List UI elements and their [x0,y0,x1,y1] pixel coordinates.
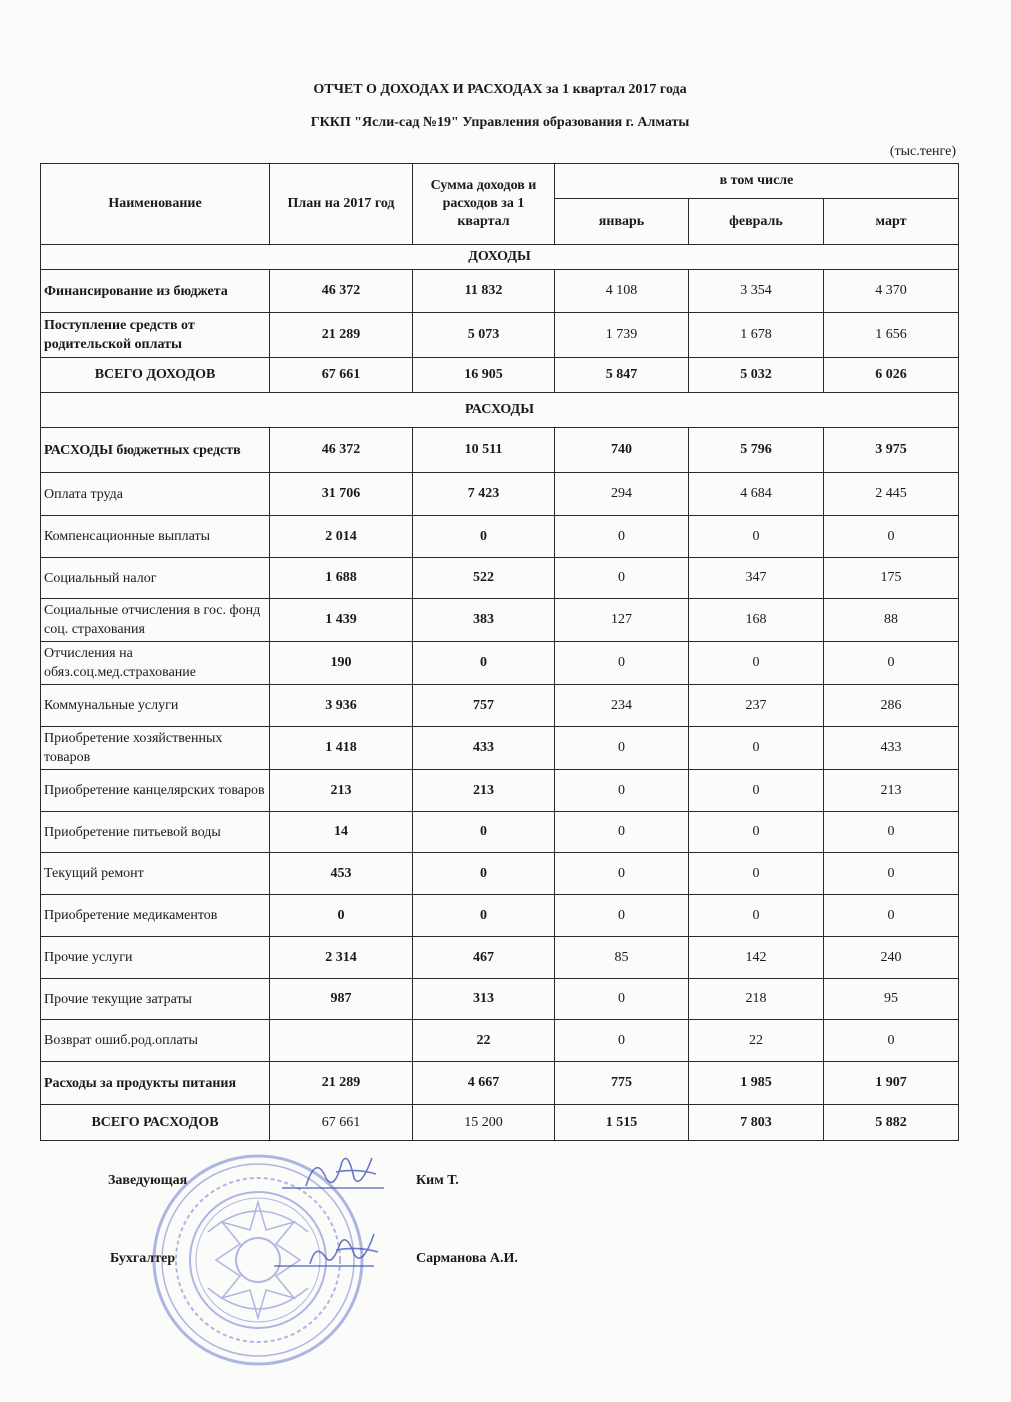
row-sum: 313 [413,979,555,1020]
income-section-label: ДОХОДЫ [41,245,959,270]
row-feb: 1 985 [689,1062,824,1105]
row-feb: 0 [689,812,824,853]
row-feb: 5 032 [689,358,824,393]
row-name: ВСЕГО ДОХОДОВ [41,358,270,393]
row-feb: 22 [689,1020,824,1062]
table-row [41,979,959,1020]
row-sum: 4 667 [413,1062,555,1105]
row-feb: 0 [689,770,824,812]
row-sum: 7 423 [413,473,555,516]
row-plan: 21 289 [270,313,413,358]
table-row [41,770,959,812]
row-name: Прочие услуги [41,937,270,979]
row-sum: 0 [413,516,555,558]
row-name: Расходы за продукты питания [41,1062,270,1105]
row-sum: 11 832 [413,270,555,313]
row-plan [270,1020,413,1062]
table-row [41,599,959,642]
row-mar: 433 [824,727,959,770]
row-mar: 2 445 [824,473,959,516]
row-name: Социальные отчисления в гос. фонд соц. страхования [41,599,270,642]
row-mar: 175 [824,558,959,599]
row-mar: 213 [824,770,959,812]
table-row [41,428,959,473]
row-mar: 0 [824,895,959,937]
header-plan: План на 2017 год [270,164,413,245]
row-mar: 4 370 [824,270,959,313]
row-name: Возврат ошиб.род.оплаты [41,1020,270,1062]
row-plan: 67 661 [270,1105,413,1141]
row-jan: 5 847 [555,358,689,393]
row-mar: 286 [824,685,959,727]
row-name: РАСХОДЫ бюджетных средств [41,428,270,473]
row-jan: 0 [555,642,689,685]
header-jan: январь [555,199,689,245]
row-jan: 0 [555,558,689,599]
row-feb: 5 796 [689,428,824,473]
row-mar: 0 [824,1020,959,1062]
row-feb: 0 [689,895,824,937]
row-feb: 237 [689,685,824,727]
table-row [41,558,959,599]
row-name: Коммунальные услуги [41,685,270,727]
header-mar: март [824,199,959,245]
row-jan: 0 [555,516,689,558]
table-row [41,812,959,853]
row-name: Приобретение хозяйственных товаров [41,727,270,770]
table-row [41,516,959,558]
row-plan: 213 [270,770,413,812]
row-sum: 5 073 [413,313,555,358]
row-sum: 433 [413,727,555,770]
row-mar: 0 [824,642,959,685]
row-plan: 987 [270,979,413,1020]
report-title: ОТЧЕТ О ДОХОДАХ И РАСХОДАХ за 1 квартал 2017 года [313,82,687,97]
row-feb: 168 [689,599,824,642]
row-sum: 0 [413,812,555,853]
row-feb: 0 [689,727,824,770]
row-mar: 1 907 [824,1062,959,1105]
row-feb: 0 [689,853,824,895]
row-mar: 1 656 [824,313,959,358]
row-name: Социальный налог [41,558,270,599]
row-jan: 0 [555,812,689,853]
row-name: Компенсационные выплаты [41,516,270,558]
expense-total-row [41,1105,959,1141]
row-name: Приобретение канцелярских товаров [41,770,270,812]
units-label: (тыс.тенге) [889,144,956,159]
row-name: Оплата труда [41,473,270,516]
row-mar: 5 882 [824,1105,959,1141]
row-jan: 1 739 [555,313,689,358]
row-plan: 46 372 [270,270,413,313]
row-plan: 2 014 [270,516,413,558]
table-row [41,313,959,358]
row-mar: 0 [824,812,959,853]
table-row [41,1020,959,1062]
table-row [41,727,959,770]
row-name: Текущий ремонт [41,853,270,895]
income-total-row [41,358,959,393]
row-feb: 1 678 [689,313,824,358]
header-sum: Сумма доходов и расходов за 1 квартал [413,164,555,245]
header-including: в том числе [555,164,959,199]
row-plan: 2 314 [270,937,413,979]
table-row [41,895,959,937]
row-plan: 190 [270,642,413,685]
row-plan: 46 372 [270,428,413,473]
row-sum: 0 [413,642,555,685]
row-mar: 0 [824,516,959,558]
row-jan: 1 515 [555,1105,689,1141]
row-name: ВСЕГО РАСХОДОВ [41,1105,270,1141]
row-sum: 16 905 [413,358,555,393]
row-plan: 31 706 [270,473,413,516]
row-name: Приобретение медикаментов [41,895,270,937]
row-sum: 0 [413,895,555,937]
table-row [41,642,959,685]
row-mar: 0 [824,853,959,895]
report-subtitle: ГККП "Ясли-сад №19" Управления образования г. Алматы [310,115,690,130]
row-jan: 234 [555,685,689,727]
row-feb: 0 [689,516,824,558]
row-jan: 0 [555,727,689,770]
row-sum: 213 [413,770,555,812]
row-sum: 383 [413,599,555,642]
row-name: Финансирование из бюджета [41,270,270,313]
table-row [41,685,959,727]
row-jan: 775 [555,1062,689,1105]
row-name: Поступление средств от родительской оплаты [41,313,270,358]
row-sum: 22 [413,1020,555,1062]
row-jan: 0 [555,895,689,937]
row-name: Отчисления на обяз.соц.мед.страхование [41,642,270,685]
income-rows [41,270,959,358]
head-name-label: Ким Т. [416,1173,459,1188]
row-feb: 142 [689,937,824,979]
report-table [40,163,959,1141]
row-plan: 21 289 [270,1062,413,1105]
row-jan: 740 [555,428,689,473]
accountant-signature [270,1228,390,1272]
head-role-label: Заведующая [108,1173,188,1188]
table-row [41,937,959,979]
row-jan: 127 [555,599,689,642]
row-plan: 453 [270,853,413,895]
row-plan: 0 [270,895,413,937]
head-signature [276,1148,396,1196]
row-jan: 0 [555,979,689,1020]
row-jan: 0 [555,770,689,812]
row-mar: 6 026 [824,358,959,393]
expense-section-label: РАСХОДЫ [41,393,959,428]
row-jan: 85 [555,937,689,979]
row-sum: 0 [413,853,555,895]
row-mar: 3 975 [824,428,959,473]
row-plan: 1 688 [270,558,413,599]
row-feb: 218 [689,979,824,1020]
row-sum: 757 [413,685,555,727]
row-plan: 1 439 [270,599,413,642]
row-plan: 1 418 [270,727,413,770]
table-row [41,1062,959,1105]
row-sum: 15 200 [413,1105,555,1141]
row-feb: 3 354 [689,270,824,313]
row-plan: 14 [270,812,413,853]
row-plan: 67 661 [270,358,413,393]
row-mar: 95 [824,979,959,1020]
row-feb: 4 684 [689,473,824,516]
row-feb: 7 803 [689,1105,824,1141]
header-name: Наименование [41,164,270,245]
accountant-name-label: Сарманова А.И. [416,1251,518,1266]
table-row [41,270,959,313]
row-sum: 522 [413,558,555,599]
row-mar: 88 [824,599,959,642]
row-feb: 347 [689,558,824,599]
row-jan: 0 [555,853,689,895]
table-row [41,473,959,516]
row-jan: 0 [555,1020,689,1062]
header-feb: февраль [689,199,824,245]
row-name: Приобретение питьевой воды [41,812,270,853]
row-plan: 3 936 [270,685,413,727]
row-jan: 294 [555,473,689,516]
expense-rows [41,428,959,1105]
row-mar: 240 [824,937,959,979]
row-name: Прочие текущие затраты [41,979,270,1020]
accountant-role-label: Бухгалтер [110,1251,176,1266]
row-sum: 10 511 [413,428,555,473]
row-jan: 4 108 [555,270,689,313]
row-sum: 467 [413,937,555,979]
row-feb: 0 [689,642,824,685]
table-row [41,853,959,895]
